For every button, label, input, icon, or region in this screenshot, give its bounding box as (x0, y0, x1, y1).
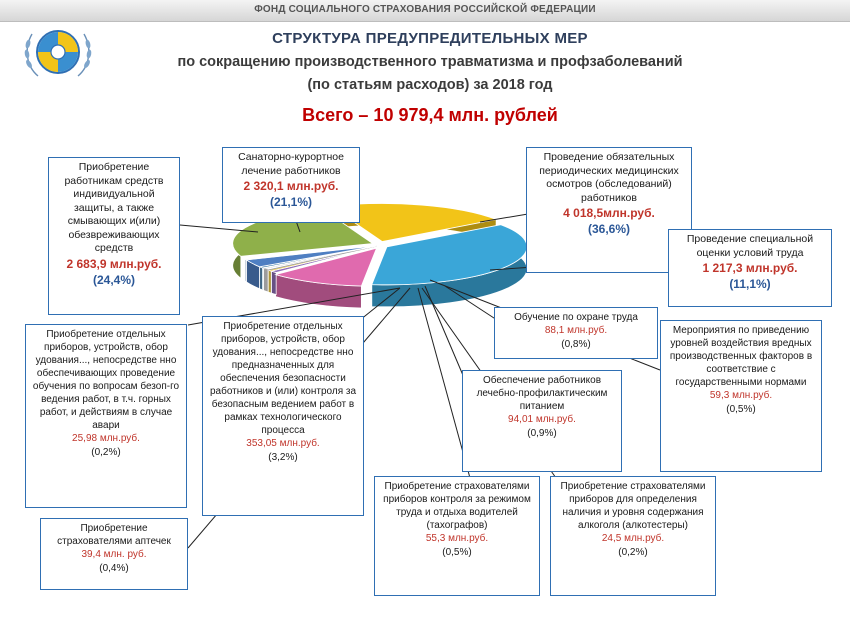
pie-slice-side-6 (260, 267, 262, 290)
label-amount: 353,05 млн.руб. (246, 438, 320, 449)
label-amount: 59,3 млн.руб. (709, 390, 773, 401)
fss-emblem-icon (18, 20, 98, 84)
label-box-nutrition (462, 370, 622, 472)
label-amount: 25,98 млн.руб. (72, 433, 140, 444)
label-box-sout (668, 229, 832, 307)
label-box-factors (660, 320, 822, 472)
label-text: Санаторно-курортное лечение работников (238, 151, 344, 177)
label-amount: 1 217,3 млн.руб. (702, 261, 798, 275)
label-percent: (36,6%) (587, 222, 631, 236)
page-subtitle: по сокращению производственного травматизма и профзаболеваний (177, 54, 683, 70)
organization-name: ФОНД СОЦИАЛЬНОГО СТРАХОВАНИЯ РОССИЙСКОЙ ФЕДЕРАЦИИ (254, 4, 596, 15)
label-box-tachograph (374, 476, 540, 596)
label-text: Проведение специальной оценки условий труда (686, 233, 814, 259)
pie-slice-side-9 (244, 258, 245, 281)
label-percent: (11,1%) (729, 277, 771, 291)
label-text: Приобретение страхователями аптечек (57, 523, 171, 547)
total-amount: Всего – 10 979,4 млн. рублей (302, 105, 558, 125)
label-text: Приобретение страхователями приборов контроля за режимом труда и отдыха водителей (тахографов) (383, 481, 531, 531)
label-text: Приобретение отдельных приборов, устройств, обор удования..., непосредстве нно обеспечивающих проведение обучения по вопросам безоп-го ведения работ, в т.ч. горных работ, и действиям в случае авари (32, 329, 180, 431)
label-box-sanatorium (222, 147, 360, 223)
label-percent: (0,5%) (442, 547, 472, 558)
label-amount: 39,4 млн. руб. (81, 549, 147, 560)
label-amount: 2 320,1 млн.руб. (243, 179, 339, 193)
label-text: Приобретение отдельных приборов, устройств, обор удования..., непосредстве нно предназначенных для обеспечения безопасности работников и (или) контроля за безопасным ведением работ в рамках технологического процесса (209, 321, 357, 436)
label-text: Приобретение работникам средств индивидуальной защиты, а также смывающих и(или) обезвреживающих средств (64, 161, 164, 254)
label-percent: (0,5%) (726, 404, 756, 415)
header-bar (0, 0, 850, 22)
label-box-equipment (202, 316, 364, 516)
label-text: Проведение обязательных периодических медицинских осмотров (обследований) работников (539, 151, 679, 204)
label-percent: (0,8%) (561, 339, 591, 350)
label-amount: 4 018,5млн.руб. (563, 206, 655, 220)
label-box-training (494, 307, 658, 359)
label-percent: (3,2%) (268, 452, 298, 463)
label-percent: (21,1%) (269, 195, 313, 209)
label-percent: (0,9%) (527, 428, 557, 439)
label-box-siz (48, 157, 180, 315)
label-percent: (0,4%) (99, 563, 129, 574)
label-box-firstaid (40, 518, 188, 590)
label-text: Обеспечение работников лечебно-профилактическим питанием (476, 375, 608, 412)
pie-slice-side-3 (268, 270, 271, 293)
label-amount: 94,01 млн.руб. (508, 414, 576, 425)
label-amount: 88,1 млн.руб. (544, 325, 608, 336)
label-amount: 2 683,9 млн.руб. (66, 256, 162, 271)
label-box-equip-training (25, 324, 187, 508)
page-title: СТРУКТУРА ПРЕДУПРЕДИТЕЛЬНЫХ МЕР (272, 30, 588, 47)
label-text: Обучение по охране труда (514, 312, 638, 323)
label-amount: 24,5 млн.руб. (601, 533, 665, 544)
label-amount: 55,3 млн.руб. (425, 533, 489, 544)
label-text: Приобретение страхователями приборов для определения наличия и уровня содержания алкоголя (алкотестеры) (560, 481, 706, 531)
label-text: Мероприятия по приведению уровней воздействия вредных производственных факторов в соответствие с государственными нормами (669, 325, 813, 388)
pie-slice-side-4 (264, 268, 269, 292)
label-percent: (24,4%) (92, 272, 136, 287)
page-period: (по статьям расходов) за 2018 год (307, 77, 553, 93)
label-box-alcotest (550, 476, 716, 596)
label-percent: (0,2%) (618, 547, 648, 558)
label-percent: (0,2%) (91, 447, 121, 458)
